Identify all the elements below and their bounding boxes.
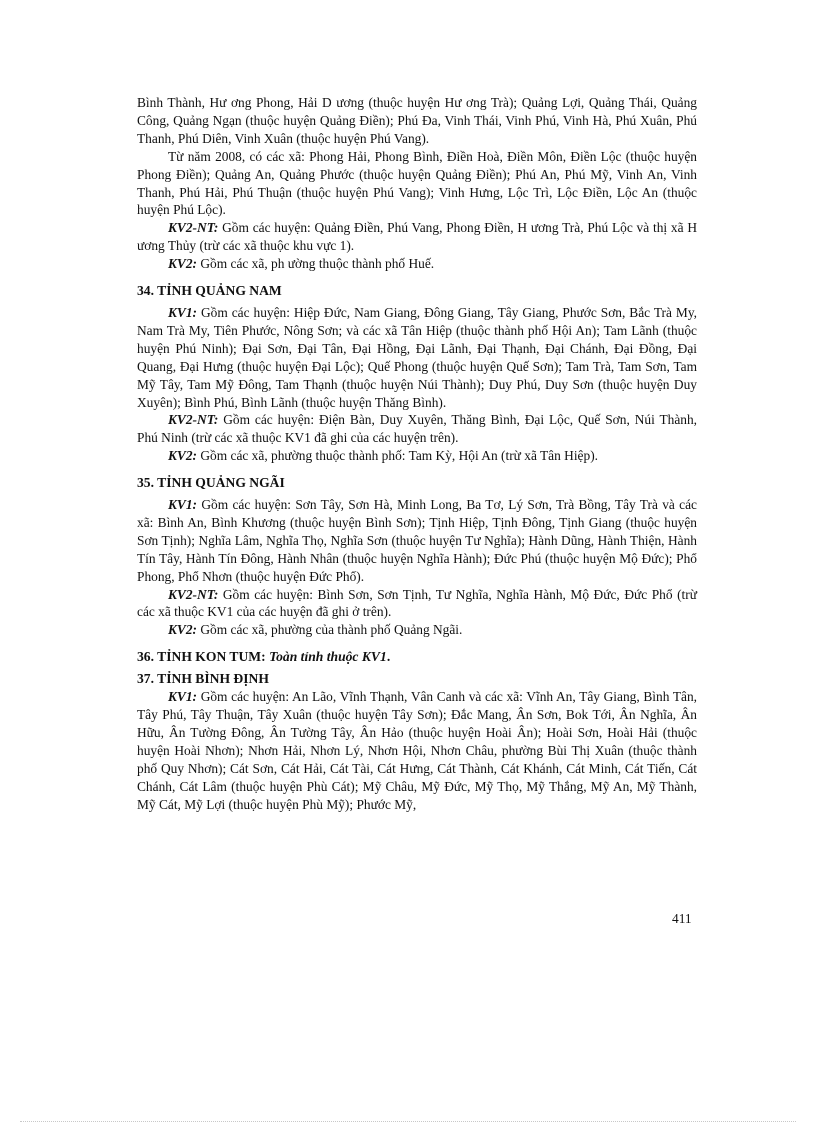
kv2-label: KV2: [168,256,198,272]
quang-ngai-kv2-paragraph [137,621,697,639]
hue-kv2nt-paragraph [137,219,697,255]
kon-tum-heading-label: 36. TỈNH KON TUM: [137,649,270,665]
kv2nt-text: Gồm các huyện: Bình Sơn, Sơn Tịnh, Tư Nghĩa, Nghĩa Hành, Mộ Đức, Đức Phổ (trừ các xã thuộc KV1 của các huyện đã ghi ở trên). [137,586,697,620]
kv1-label: KV1: [168,304,198,320]
kon-tum-heading [137,648,697,666]
kon-tum-heading-note: Toàn tỉnh thuộc KV1 [269,649,387,665]
bottom-dotted-rule [20,1121,796,1122]
kv1-label: KV1: [168,497,198,513]
kv1-label: KV1: [168,689,198,705]
kv2nt-label: KV2-NT: [168,586,219,602]
quang-ngai-kv2nt-paragraph [137,586,697,622]
kv2nt-text: Gồm các huyện: Quảng Điền, Phú Vang, Phong Điền, H ương Trà, Phú Lộc và thị xã H ương Thủy (trừ các xã thuộc khu vực 1). [137,220,697,254]
kv2-text: Gồm các xã, ph ường thuộc thành phố Huế. [197,256,435,272]
binh-dinh-heading: 37. TỈNH BÌNH ĐỊNH [137,671,269,687]
kon-tum-heading-end: . [386,649,391,665]
hue-continuation-paragraph: Bình Thành, Hư ơng Phong, Hải D ương (thuộc huyện Hư ơng Trà); Quảng Lợi, Quảng Thái, Quảng Công, Quảng Ngạn (thuộc huyện Quảng Điền); Phú Đa, Vinh Thái, Vinh Phú, Vinh Hà, Phú Xuân, Phú Thanh, Phú Diên, Vinh Xuân (thuộc huyện Phú Vang). [137,95,697,146]
kv2-text: Gồm các xã, phường thuộc thành phố: Tam Kỳ, Hội An (trừ xã Tân Hiệp). [197,448,599,464]
kv2-label: KV2: [168,448,198,464]
binh-dinh-kv1-paragraph [137,688,697,813]
quang-ngai-kv1-paragraph [137,496,697,586]
kv1-text: Gồm các huyện: Sơn Tây, Sơn Hà, Minh Long, Ba Tơ, Lý Sơn, Trà Bồng, Tây Trà và các xã: Bình An, Bình Khương (thuộc huyện Bình Sơn); Tịnh Hiệp, Tịnh Đông, Tịnh Giang (thuộc huyện Sơn Tịnh); Nghĩa Lâm, Nghĩa Thọ, Nghĩa Sơn (thuộc huyện Tư Nghĩa); Hành Dũng, Hành Thiện, Hành Tín Tây, Hành Tín Đông, Hành Nhân (thuộc huyện Nghĩa Hành); Đức Phú (thuộc huyện Mộ Đức); Phổ Phong, Phổ Nhơn (thuộc huyện Đức Phổ). [137,497,697,584]
quang-nam-kv2nt-paragraph [137,411,697,447]
page-body [137,94,697,813]
quang-nam-kv1-paragraph [137,304,697,411]
kv2-label: KV2: [168,622,198,638]
kv1-text: Gồm các huyện: Hiệp Đức, Nam Giang, Đông Giang, Tây Giang, Phước Sơn, Bắc Trà My, Nam Trà My, Tiên Phước, Nông Sơn; và các xã Tân Hiệp (thuộc thành phố Hội An); Tam Lãnh (thuộc huyện Phú Ninh); Đại Sơn, Đại Tân, Đại Hồng, Đại Lãnh, Đại Thạnh, Đại Chánh, Đại Đồng, Đại Quang, Đại Hưng (thuộc huyện Đại Lộc); Quế Phong (thuộc huyện Quế Sơn); Tam Trà, Tam Sơn, Tam Mỹ Tây, Tam Mỹ Đông, Tam Thạnh (thuộc huyện Núi Thành); Duy Phú, Duy Sơn (thuộc huyện Duy Xuyên); Bình Phú, Bình Lãnh (thuộc huyện Thăng Bình). [137,304,697,410]
hue-from-2008-paragraph: Từ năm 2008, có các xã: Phong Hải, Phong Bình, Điền Hoà, Điền Môn, Điền Lộc (thuộc huyện Phong Điền); Quảng An, Quảng Phước (thuộc huyện Quảng Điền); Phú An, Phú Mỹ, Vinh An, Vinh Thanh, Phú Hải, Phú Thuận (thuộc huyện Phú Vang); Vinh Hưng, Lộc Trì, Lộc Điền, Lộc An (thuộc huyện Phú Lộc). [137,148,697,218]
kv2nt-label: KV2-NT: [168,412,219,428]
kv2nt-text: Gồm các huyện: Điện Bàn, Duy Xuyên, Thăng Bình, Đại Lộc, Quế Sơn, Núi Thành, Phú Ninh (trừ các xã thuộc KV1 đã ghi của các huyện trên). [137,412,697,446]
quang-ngai-heading: 35. TỈNH QUẢNG NGÃI [137,475,285,491]
hue-kv2-paragraph [137,255,697,273]
page-number: 411 [672,911,692,926]
quang-nam-heading: 34. TỈNH QUẢNG NAM [137,283,282,299]
kv2nt-label: KV2-NT: [168,220,219,236]
kv1-text: Gồm các huyện: An Lão, Vĩnh Thạnh, Vân Canh và các xã: Vĩnh An, Tây Giang, Bình Tân, Tây Phú, Tây Thuận, Tây Xuân (thuộc huyện Tây Sơn); Đắc Mang, Ân Sơn, Bok Tới, Ân Nghĩa, Ân Hữu, Ân Tường Đông, Ân Tường Tây, Ân Hảo (thuộc huyện Hoài Ân); Hoài Sơn, Hoài Hải (thuộc huyện Hoài Nhơn); Nhơn Hải, Nhơn Lý, Nhơn Hội, Nhơn Châu, phường Bùi Thị Xuân (thuộc thành phố Quy Nhơn); Cát Sơn, Cát Hải, Cát Tài, Cát Hưng, Cát Thành, Cát Khánh, Cát Minh, Cát Tiến, Cát Chánh, Cát Lâm (thuộc huyện Phù Cát); Mỹ Châu, Mỹ Đức, Mỹ Thọ, Mỹ Thắng, Mỹ An, Mỹ Thành, Mỹ Cát, Mỹ Lợi (thuộc huyện Phù Mỹ); Phước Mỹ, [137,689,697,812]
kv2-text: Gồm các xã, phường của thành phố Quảng Ngãi. [197,622,463,638]
quang-nam-kv2-paragraph [137,447,697,465]
